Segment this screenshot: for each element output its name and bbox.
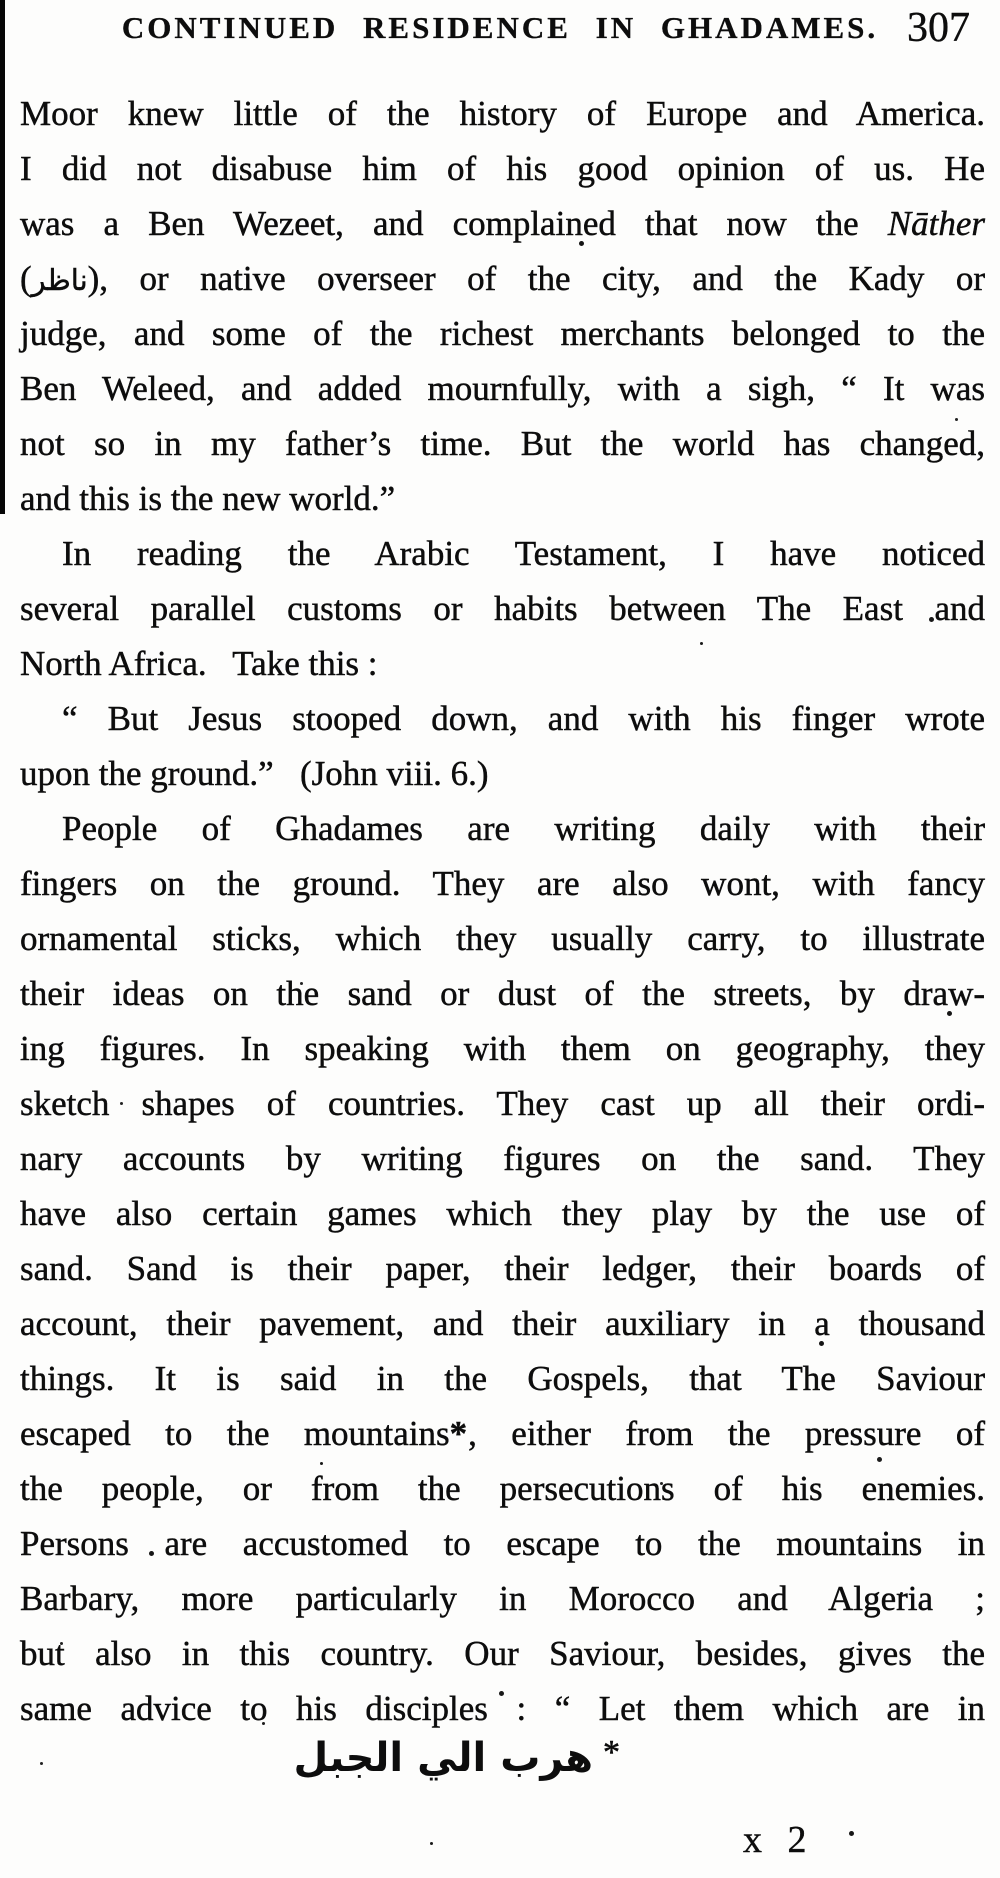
text-segment: and this is the new world.” <box>20 479 396 518</box>
text-segment: ornamental sticks, which they usually carry, to illustrate <box>20 919 985 958</box>
text-segment: Moor knew little of the history of Europe and America. <box>20 94 985 133</box>
text-segment: I did not disabuse him of his good opinion of us. He <box>20 149 985 188</box>
text-line <box>20 1076 985 1131</box>
text-segment: ), or native overseer of the city, and the Kady or <box>87 259 985 298</box>
text-line <box>20 801 985 856</box>
text-segment: North Africa. Take this : <box>20 644 378 683</box>
page-number: 307 <box>907 5 970 51</box>
text-line <box>20 911 985 966</box>
text-line <box>20 856 985 911</box>
text-line <box>20 1461 985 1516</box>
text-segment: Persons are accustomed to escape to the mountains in <box>20 1524 985 1563</box>
text-line <box>20 581 985 636</box>
text-segment: escaped to the mountains <box>20 1414 450 1453</box>
text-segment: have also certain games which they play by the use of <box>20 1194 985 1233</box>
text-segment: Ben Weleed, and added mournfully, with a sigh, “ It was <box>20 369 985 408</box>
text-segment: , either from the pressure of <box>468 1414 985 1453</box>
text-segment: ing figures. In speaking with them on geography, they <box>20 1029 985 1068</box>
text-line <box>20 1571 985 1626</box>
text-segment: judge, and some of the richest merchants belonged to the <box>20 314 985 353</box>
text-segment: In reading the Arabic Testament, I have noticed <box>62 534 985 573</box>
scan-speckles <box>0 0 3 3</box>
italic-text: Nāther <box>887 204 985 243</box>
text-segment: was a Ben Wezeet, and complained that now the <box>20 204 888 243</box>
text-segment: “ But Jesus stooped down, and with his finger wrote <box>62 699 985 738</box>
scan-artifact-bar <box>0 0 5 514</box>
signature-mark: x 2 <box>743 1819 815 1861</box>
text-segment: upon the ground.” (John viii. 6.) <box>20 754 489 793</box>
text-segment: People of Ghadames are writing daily with their <box>62 809 985 848</box>
text-segment: things. It is said in the Gospels, that The Saviour <box>20 1359 985 1398</box>
text-line <box>20 691 985 746</box>
text-segment: sketch shapes of countries. They cast up all their ordi- <box>20 1084 985 1123</box>
text-segment: account, their pavement, and their auxiliary in a thousand <box>20 1304 985 1343</box>
text-line <box>20 1351 985 1406</box>
running-header-title: CONTINUED RESIDENCE IN GHADAMES. <box>121 10 879 45</box>
text-segment: sand. Sand is their paper, their ledger, their boards of <box>20 1249 985 1288</box>
text-segment: ( <box>20 259 32 298</box>
text-line <box>20 746 985 801</box>
text-segment: several parallel customs or habits between The East and <box>20 589 985 628</box>
text-line <box>20 86 985 141</box>
text-line <box>20 1516 985 1571</box>
star-text: * <box>449 1414 469 1453</box>
text-line <box>20 1021 985 1076</box>
text-line <box>20 251 985 306</box>
footnote-arabic-text: هرب الي الجبل <box>293 1735 593 1781</box>
text-line <box>20 416 985 471</box>
text-segment: same advice to his disciples : “ Let them which are in <box>20 1689 985 1728</box>
text-segment: but also in this country. Our Saviour, besides, gives the <box>20 1634 985 1673</box>
text-line <box>20 636 985 691</box>
text-line <box>20 1186 985 1241</box>
text-segment: the people, or from the persecutions of his enemies. <box>20 1469 985 1508</box>
text-segment: not so in my father’s time. But the world has changed, <box>20 424 985 463</box>
text-line <box>20 196 985 251</box>
text-line <box>20 361 985 416</box>
text-line <box>20 141 985 196</box>
text-segment: Barbary, more particularly in Morocco and Algeria ; <box>20 1579 985 1618</box>
text-line <box>20 526 985 581</box>
text-line <box>20 1131 985 1186</box>
text-line <box>20 1241 985 1296</box>
text-line <box>20 471 985 526</box>
text-line <box>20 306 985 361</box>
text-line <box>20 1296 985 1351</box>
footnote-marker: * <box>603 1734 620 1771</box>
text-segment: their ideas on the sand or dust of the streets, by draw- <box>20 974 985 1013</box>
text-line <box>20 966 985 1021</box>
body-text <box>20 86 985 1736</box>
text-segment: nary accounts by writing figures on the sand. They <box>20 1139 985 1178</box>
footnote <box>294 1734 620 1781</box>
arabic-text: ناظر <box>31 263 88 297</box>
text-line <box>20 1406 985 1461</box>
text-segment: fingers on the ground. They are also wont, with fancy <box>20 864 985 903</box>
text-line <box>20 1681 985 1736</box>
text-line <box>20 1626 985 1681</box>
